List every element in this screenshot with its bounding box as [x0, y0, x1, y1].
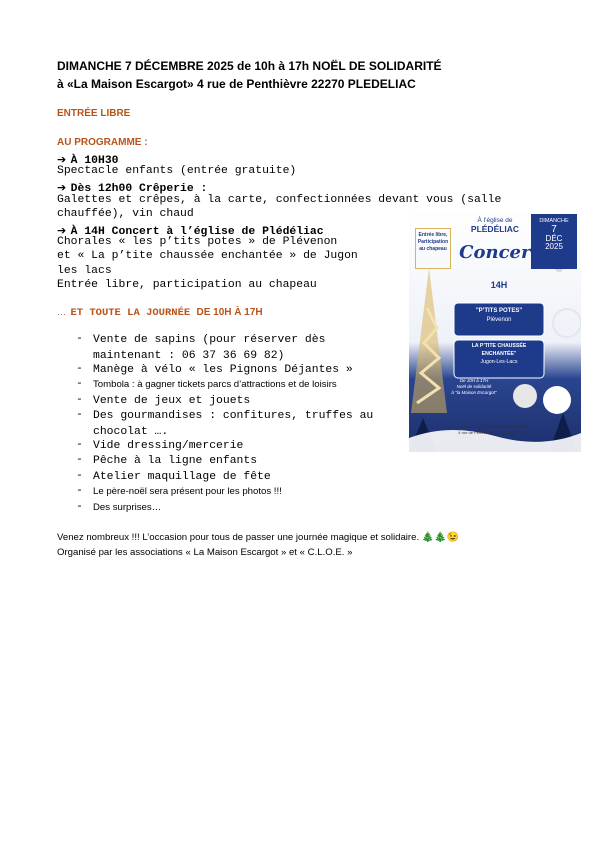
arrow-right-icon: ➔ [57, 223, 67, 237]
poster-choir-2: LA P’TITE CHAUSSÉE ENCHANTÉE" Jugon-Les-Lacs [471, 343, 527, 365]
poster-noel: De 10H à 17H Noël de solidarité à "la Maison Escargot" [451, 378, 497, 395]
poster-assoc: Asso C.L.O.E. et La Maison Escargot 4 rue de Penthièvre, 22270 PLÉDÉLIAC [458, 424, 530, 435]
event-address: à «La Maison Escargot» 4 rue de Penthièvre 22270 PLEDELIAC [57, 77, 416, 91]
list-item: - Pêche à la ligne enfants [76, 454, 258, 467]
list-item: - Des surprises… [76, 500, 162, 513]
journee-title: … ET TOUTE LA JOURNÉE DE 10H À 17H [57, 307, 263, 319]
arrow-right-icon: ➔ [57, 181, 67, 195]
activities-list [76, 333, 373, 516]
tree-emoji-icon: 🎄🎄😉 [421, 532, 460, 543]
footer-line-2: Organisé par les associations « La Maison Escargot » et « C.L.O.E. » [57, 547, 353, 558]
programme-item-2: ➔ Dès 12h00 Crêperie : [57, 181, 208, 196]
poster-entree-box: Entrée libre, Participation au chapeau [415, 228, 451, 269]
footer-line-1: Venez nombreux !!! L’occasion pour tous de passer une journée magique et solidaire. 🎄🎄😉 [57, 532, 460, 543]
poster-choir-1: "P’TITS POTES" Plévenon [475, 308, 523, 323]
list-item: - Vente de sapins (pour réserver dès [76, 333, 326, 346]
entree-libre: ENTRÉE LIBRE [57, 108, 131, 119]
programme-item-1: ➔ À 10H30 [57, 153, 119, 167]
event-title: DIMANCHE 7 DÉCEMBRE 2025 de 10h à 17h NOËL DE SOLIDARITÉ [57, 59, 442, 73]
list-item: - Atelier maquillage de fête [76, 469, 271, 483]
list-item: - Vide dressing/mercerie [76, 438, 244, 452]
arrow-right-icon: ➔ [57, 153, 67, 166]
poster-time: 14H [490, 280, 508, 290]
list-item: chocolat …. [93, 425, 169, 438]
programme-list: ➔ À 10H30 Spectacle enfants (entrée gratuite) ➔ Dès 12h00 Crêperie : Galettes et crêpes, à la carte, confectionnées devant vous (salle chauffée), vin chaud ➔ À 14H Concert à l’église de Plédéliac Chorales « les p’tits potes » de Plévenon et « La p’tite chaussée enchantée » de Jugon les lacs Entrée libre, participation au chapeau [57, 150, 501, 292]
list-item: - Des gourmandises : confitures, truffes au [76, 409, 374, 422]
list-item: - Le père-noël sera présent pour les photos !!! [76, 485, 282, 497]
programme-item-3: ➔ À 14H Concert à l’église de Plédéliac [57, 223, 324, 238]
list-item: maintenant : 06 37 36 69 82) [93, 349, 285, 362]
poster-date: DIMANCHE 7 DÉC 2025 [539, 218, 569, 251]
concert-poster [409, 208, 581, 452]
poster-eglise: À l’église de PLÉDÉLIAC [470, 217, 520, 234]
list-item: - Manège à vélo « les Pignons Déjantes » [76, 362, 353, 376]
escargot-logo-icon [513, 384, 537, 408]
poster-concert: Concert [459, 242, 539, 263]
list-item: - Tombola : à gagner tickets parcs d’attractions et de loisirs [76, 378, 337, 390]
list-item: - Vente de jeux et jouets [76, 393, 251, 407]
programme-title: AU PROGRAMME : [57, 137, 148, 148]
cloe-logo-icon [543, 386, 571, 414]
